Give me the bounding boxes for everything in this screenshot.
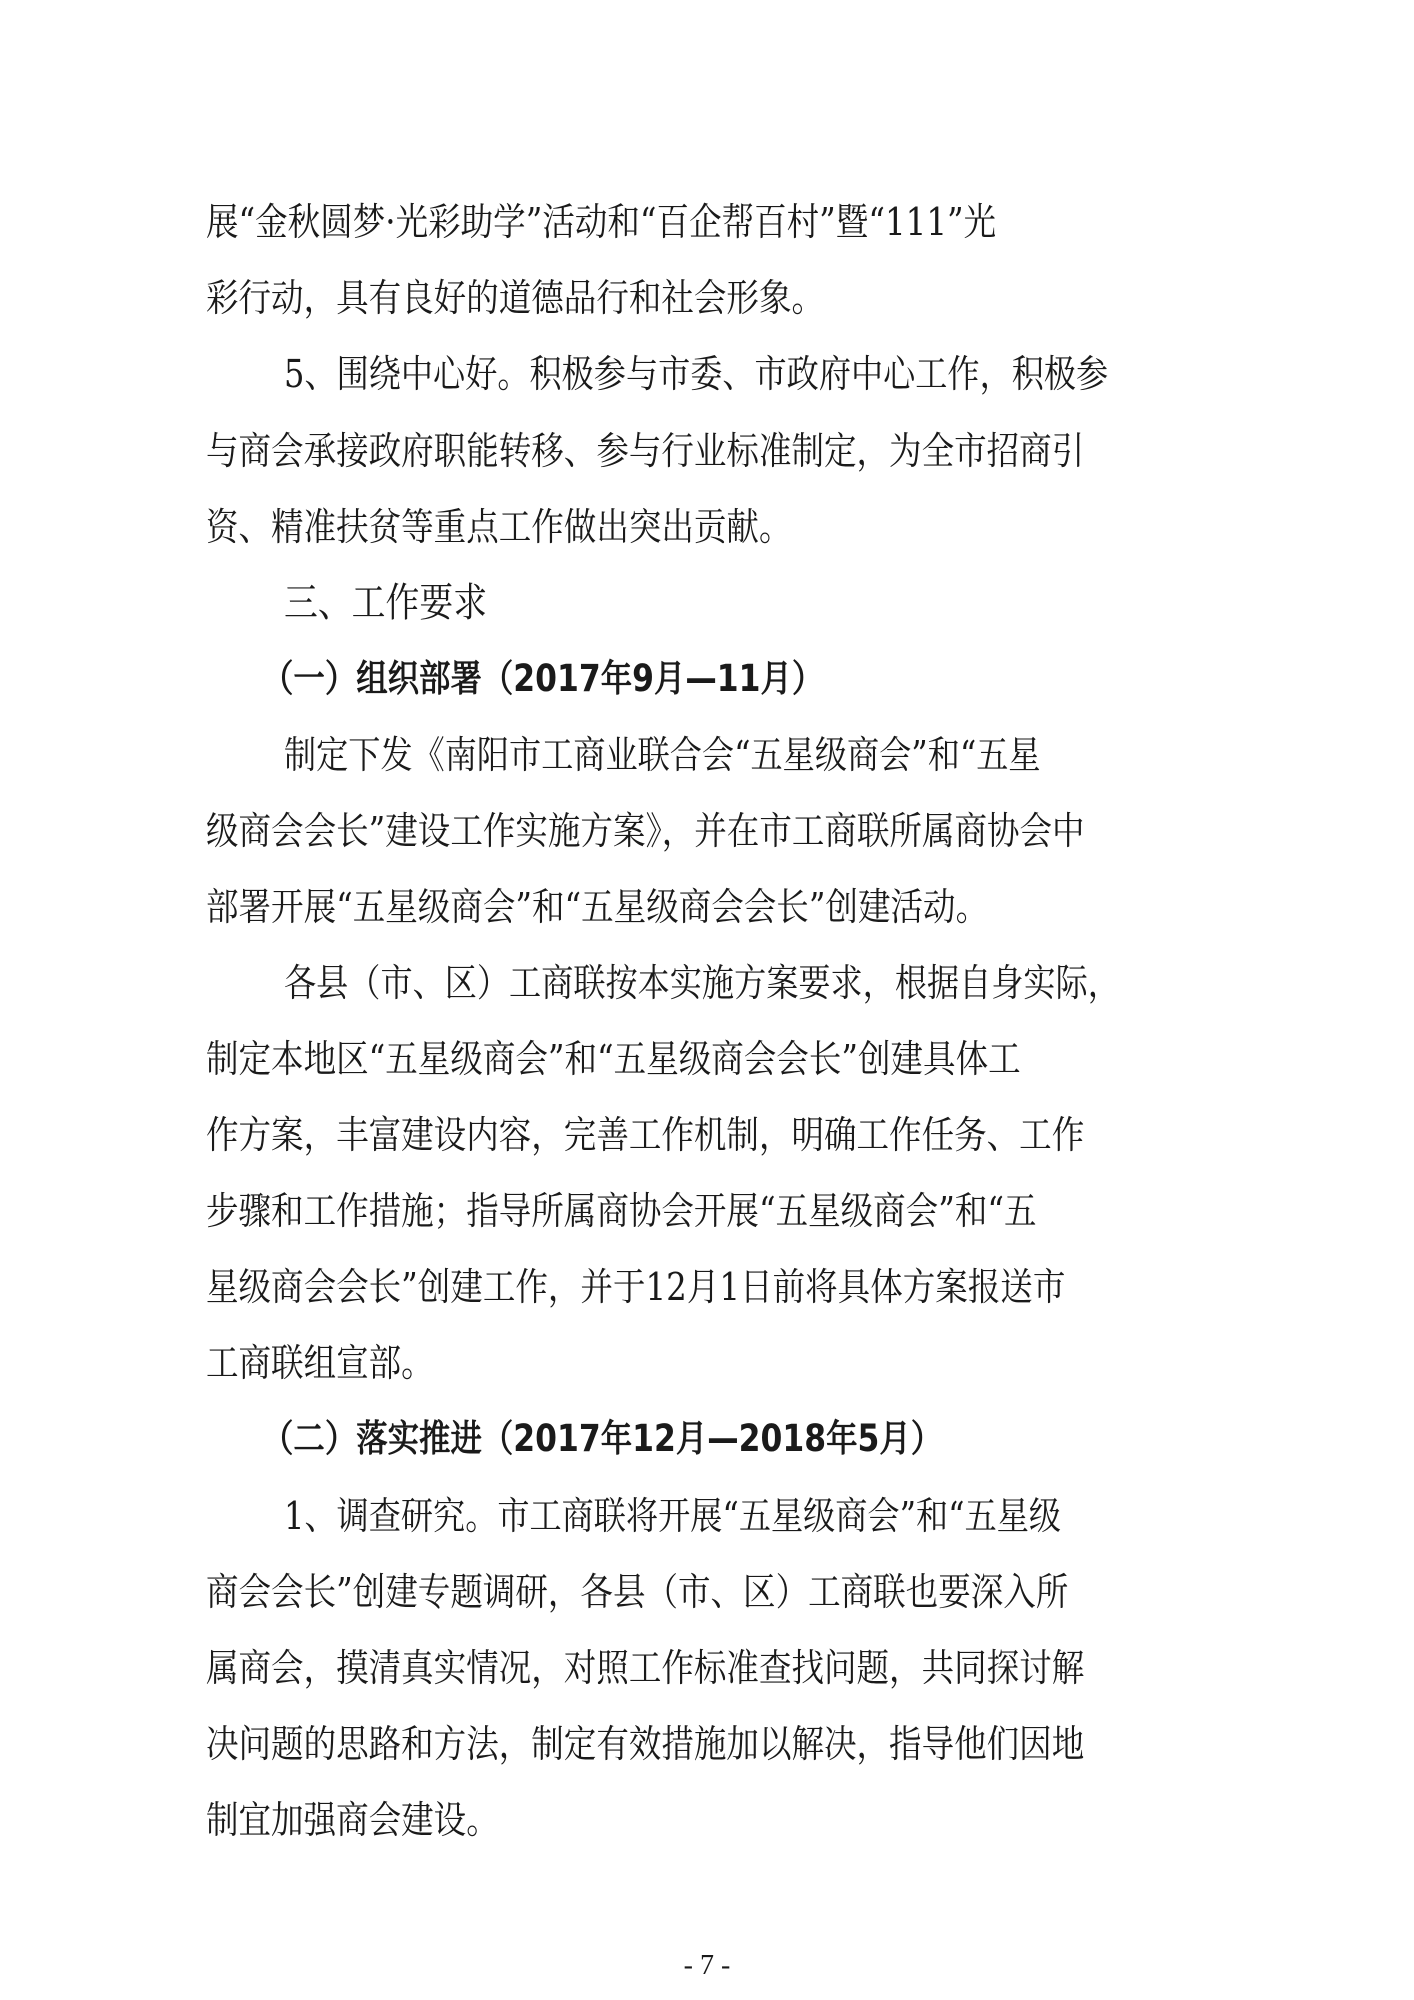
- body-line: 与商会承接政府职能转移、参与行业标准制定，为全市招商引: [206, 429, 1085, 473]
- body-line: 制宜加强商会建设。: [206, 1798, 499, 1842]
- body-line: 展“金秋圆梦·光彩助学”活动和“百企帮百村”暨“111”光: [206, 200, 997, 244]
- body-line: 各县（市、区）工商联按本实施方案要求，根据自身实际，: [284, 961, 1120, 1005]
- body-line: 属商会，摸清真实情况，对照工作标准查找问题，共同探讨解: [206, 1646, 1085, 1690]
- body-line: 决问题的思路和方法，制定有效措施加以解决，指导他们因地: [206, 1722, 1085, 1766]
- body-line: 资、精准扶贫等重点工作做出突出贡献。: [206, 505, 792, 549]
- body-line: 级商会会长”建设工作实施方案》，并在市工商联所属商协会中: [206, 809, 1085, 853]
- body-line: 制定下发《南阳市工商业联合会“五星级商会”和“五星: [284, 733, 1041, 777]
- body-line: 彩行动，具有良好的道德品行和社会形象。: [206, 276, 825, 320]
- body-line: 部署开展“五星级商会”和“五星级商会会长”创建活动。: [206, 885, 989, 929]
- body-line: 1、调查研究。市工商联将开展“五星级商会”和“五星级: [284, 1494, 1062, 1538]
- body-line: 作方案，丰富建设内容，完善工作机制，明确工作任务、工作: [206, 1113, 1085, 1157]
- body-line: 步骤和工作措施；指导所属商协会开展“五星级商会”和“五: [206, 1189, 1037, 1233]
- subsection-heading: （二）落实推进（2017年12月—2018年5月）: [262, 1417, 943, 1460]
- page-number: - 7 -: [683, 1950, 731, 1981]
- body-line: 5、围绕中心好。积极参与市委、市政府中心工作，积极参: [284, 352, 1109, 396]
- section-heading: 三、工作要求: [284, 580, 488, 626]
- body-line: 工商联组宣部。: [206, 1341, 434, 1385]
- subsection-heading: （一）组织部署（2017年9月—11月）: [262, 657, 824, 700]
- body-line: 制定本地区“五星级商会”和“五星级商会会长”创建具体工: [206, 1037, 1021, 1081]
- body-line: 星级商会会长”创建工作，并于12月1日前将具体方案报送市: [206, 1265, 1066, 1309]
- body-line: 商会会长”创建专题调研，各县（市、区）工商联也要深入所: [206, 1570, 1069, 1614]
